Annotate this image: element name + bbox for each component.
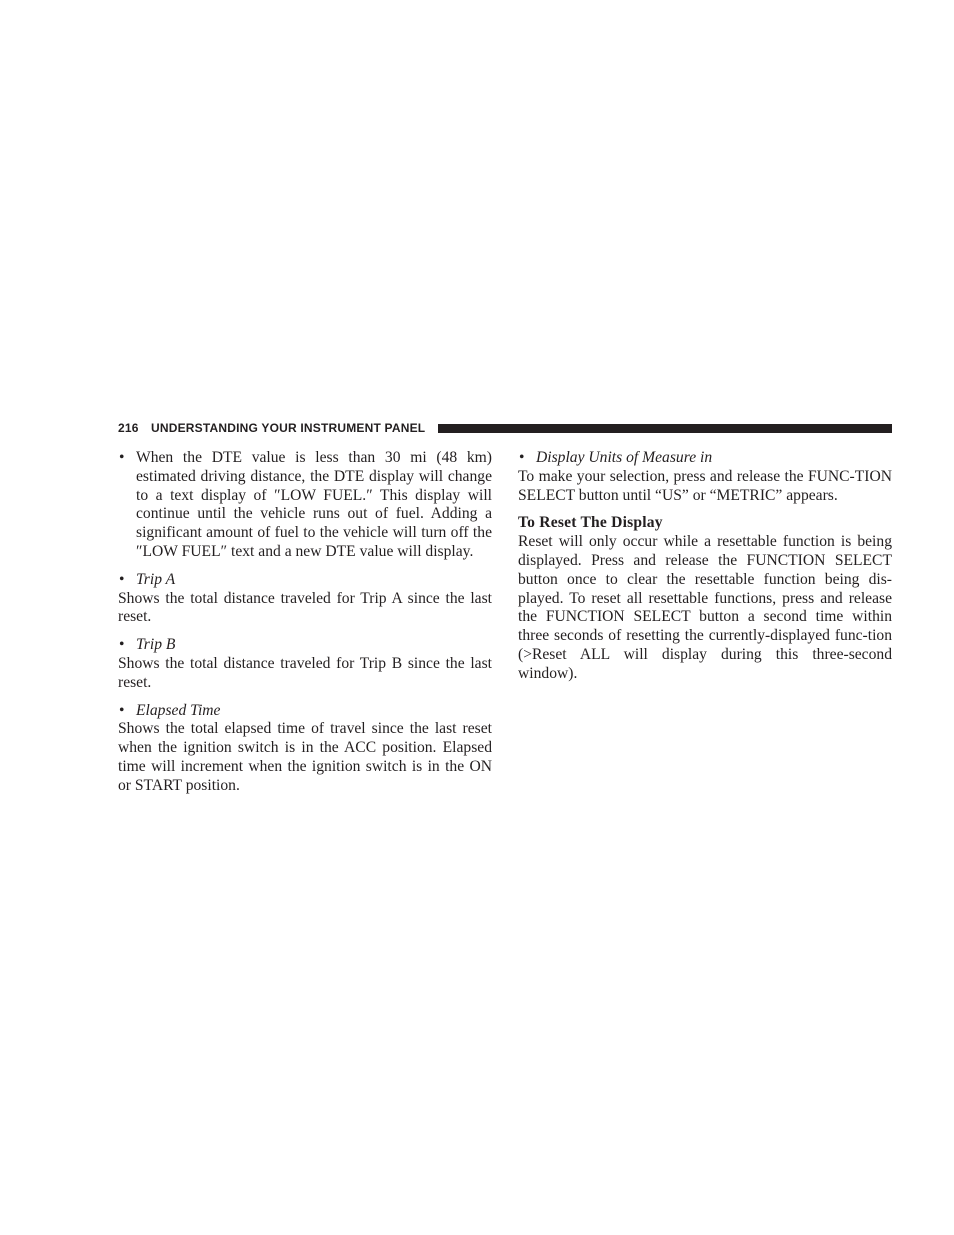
left-column [118, 449, 492, 805]
dte-bullet-text: When the DTE value is less than 30 mi (48 km) estimated driving distance, the DTE display will change to a text display of ″LOW FUEL.″ This display will continue until the vehicle runs out of fuel. Adding a significant amount of fuel to the vehicle will turn off the ″LOW FUEL″ text and a new DTE value will display. [136, 449, 492, 560]
display-units-text: To make your selection, press and release the FUNC-TION SELECT button until “US” or “METRIC” appears. [518, 467, 892, 504]
display-units-heading [518, 449, 892, 468]
reset-display-heading: To Reset The Display [518, 514, 663, 532]
trip-b-text: Shows the total distance traveled for Trip B since the last reset. [118, 654, 492, 691]
bullet-icon: • [119, 449, 125, 466]
bullet-icon: • [519, 449, 525, 466]
bullet-icon: • [119, 636, 125, 654]
trip-a-heading-text: Trip A [136, 570, 176, 588]
bullet-icon: • [119, 570, 125, 588]
elapsed-time-text: Shows the total elapsed time of travel since the last reset when the ignition switch is in the ACC position. Elapsed time will increment when the ignition switch is in the ON or START position. [118, 720, 492, 794]
elapsed-time-heading-text: Elapsed Time [136, 701, 221, 719]
dte-bullet [118, 449, 492, 562]
bullet-icon: • [119, 701, 125, 719]
page-header [118, 418, 892, 438]
elapsed-time-heading [118, 702, 492, 721]
trip-a-heading [118, 571, 492, 590]
reset-display-text: Reset will only occur while a resettable function is being displayed. Press and release the FUNCTION SELECT button once to clear the resettable function being dis-played. To reset all resettable functions, press and release the FUNCTION SELECT button a second time within three seconds of resetting the currently-displayed func-tion (>Reset ALL will display during this three-second window). [518, 533, 892, 682]
trip-b-heading [118, 636, 492, 655]
trip-a-text: Shows the total distance traveled for Trip A since the last reset. [118, 589, 492, 626]
trip-b-heading-text: Trip B [136, 636, 176, 654]
page-number: 216 [118, 421, 139, 435]
header-rule [438, 424, 892, 433]
display-units-heading-text: Display Units of Measure in [536, 449, 713, 466]
section-title: UNDERSTANDING YOUR INSTRUMENT PANEL [151, 421, 426, 435]
right-column [518, 449, 892, 693]
